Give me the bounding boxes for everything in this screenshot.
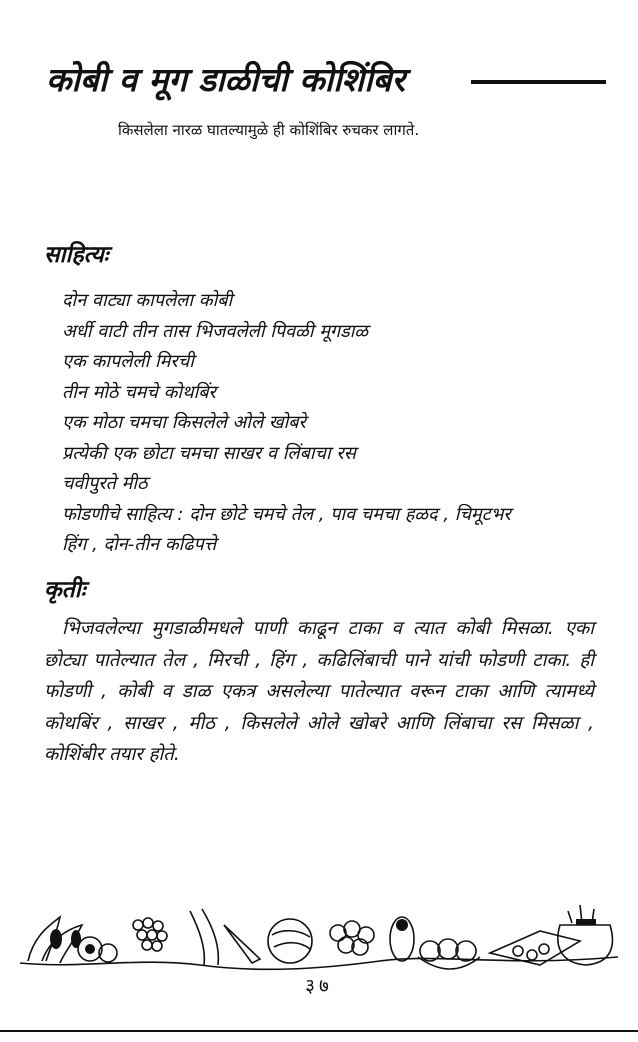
ingredients-list xyxy=(62,286,602,561)
ingredient-item: फोडणीचे साहित्य : दोन छोटे चमचे तेल , पाव चमचा हळद , चिमूटभर xyxy=(62,503,511,525)
ingredient-item: चवीपुरते मीठ xyxy=(62,473,148,494)
page-title: कोबी व मूग डाळीची कोशिंबिर xyxy=(46,60,405,99)
ingredient-item: दोन वाट्या कापलेला कोबी xyxy=(62,290,233,311)
ingredient-item: एक मोठा चमचा किसलेले ओले खोबरे xyxy=(62,412,306,433)
recipe-subtitle: किसलेला नारळ घातल्यामुळे ही कोशिंबिर रुचकर लागते. xyxy=(118,121,420,139)
page-number: ३७ xyxy=(305,975,333,997)
ingredient-item: तीन मोठे चमचे कोथबिंर xyxy=(62,381,216,403)
vegetable-border-icon xyxy=(20,895,618,973)
ingredient-item: अर्धी वाटी तीन तास भिजवलेली पिवळी मूगडाळ xyxy=(62,320,369,342)
ingredient-item: एक कापलेली मिरची xyxy=(62,351,194,372)
method-paragraph: भिजवलेल्या मुगडाळीमधले पाणी काढून टाका व त्यात कोबी मिसळा. एका छोट्या पातेल्यात तेल , मिरची , हिंग , कढिलिंबाची पाने यांची फोडणी टाका. ही फोडणी , कोबी व डाळ एकत्र असलेल्या पातेल्यात वरून टाका आणि त्यामध्ये कोथबिंर , साखर , मीठ , किसलेले ओले खोबरे आणि लिंबाचा रस मिसळा , कोशिंबीर तयार होते. xyxy=(44,618,594,765)
title-rule xyxy=(471,80,606,84)
ingredient-item: प्रत्येकी एक छोटा चमचा साखर व लिंबाचा रस xyxy=(62,442,356,464)
ingredient-item: हिंग , दोन-तीन कढिपत्ते xyxy=(62,534,217,555)
title-row xyxy=(46,58,606,108)
footer-rule xyxy=(0,1030,638,1032)
ingredients-heading: साहित्यः xyxy=(44,242,109,268)
method-heading: कृतीः xyxy=(44,577,86,603)
